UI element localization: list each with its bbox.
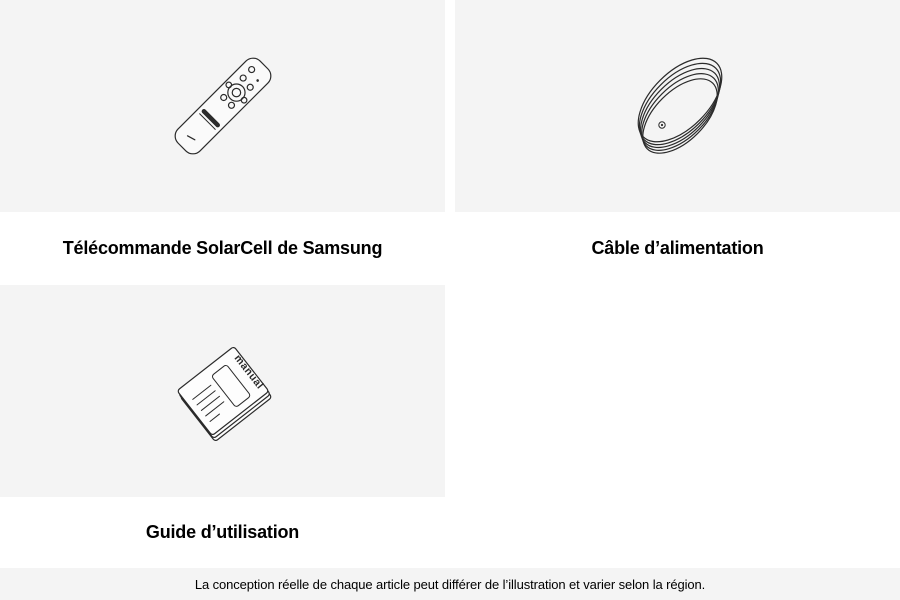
power-cable-icon xyxy=(623,51,733,161)
cable-label: Câble d’alimentation xyxy=(591,238,764,258)
manual-cover-text: manual xyxy=(231,352,266,392)
solarcell-remote-icon xyxy=(165,48,281,164)
user-manual-icon xyxy=(170,338,276,444)
manual-tile xyxy=(0,285,445,497)
footer-note-bar xyxy=(0,568,900,600)
remote-tile xyxy=(0,0,445,212)
footer-note: La conception réelle de chaque article peut différer de l’illustration et varier selon la région. xyxy=(194,576,706,592)
manual-label: Guide d’utilisation xyxy=(145,522,300,542)
remote-label: Télécommande SolarCell de Samsung xyxy=(62,238,383,258)
cable-tile xyxy=(455,0,900,212)
